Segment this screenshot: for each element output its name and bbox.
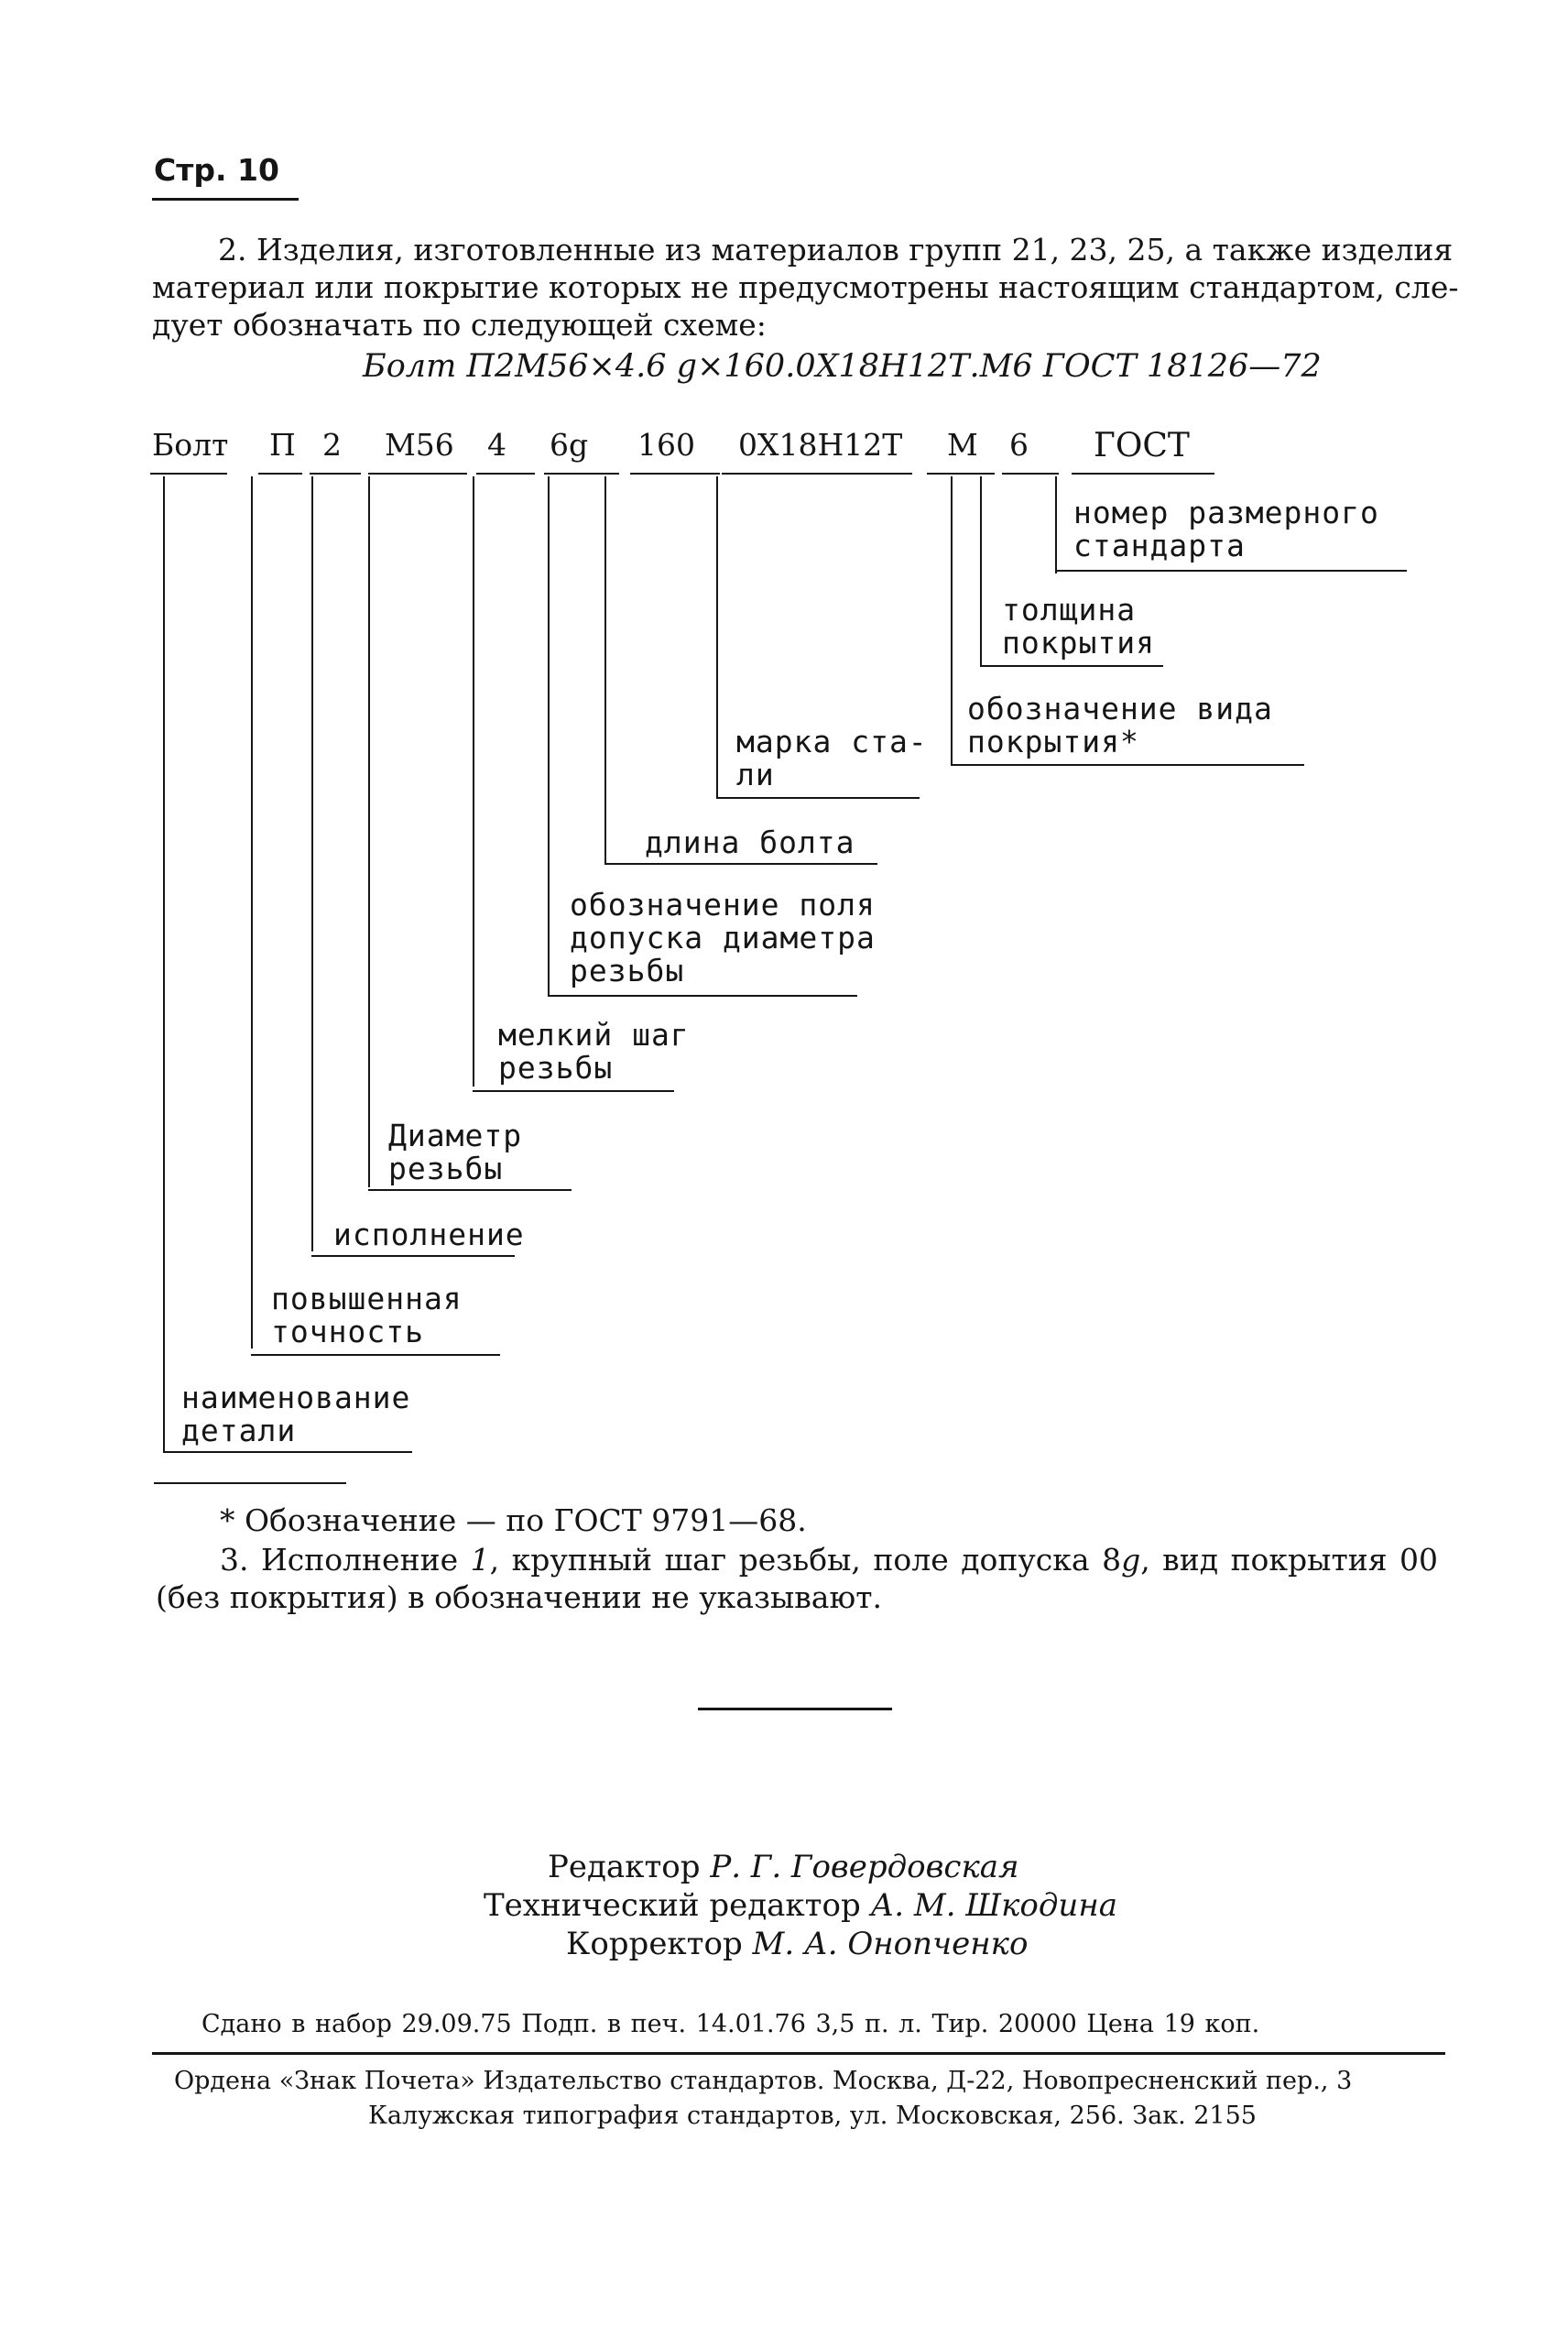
label-underline	[951, 764, 1304, 766]
label-line: стандарта	[1073, 528, 1246, 563]
segment-underline	[476, 473, 535, 475]
paragraph-3-line-2: (без покрытия) в обозначении не указывают.	[156, 1579, 882, 1615]
imprint-separator	[152, 2052, 1445, 2055]
label-underline	[548, 995, 857, 997]
segment-tolerance: 6g	[550, 427, 589, 463]
label-line: резьбы	[570, 953, 685, 988]
credit-editor	[548, 1849, 1019, 1885]
segment-coating-type: М	[947, 427, 978, 463]
footnote-separator	[154, 1482, 346, 1484]
segment-underline	[258, 473, 302, 475]
label-line: толщина	[1002, 592, 1137, 628]
label-underline	[163, 1451, 412, 1453]
paragraph-3-italic: g	[1121, 1542, 1141, 1578]
segment-underline	[310, 473, 361, 475]
label-part-name	[181, 1381, 410, 1447]
credit-proofreader	[566, 1926, 1028, 1962]
imprint-line-2: Ордена «Знак Почета» Издательство стандартов. Москва, Д-22, Новопресненский пер., 3	[174, 2067, 1353, 2095]
label-tolerance-field	[570, 889, 876, 988]
paragraph-3-italic: 1	[470, 1542, 490, 1578]
label-line: исполнение	[333, 1217, 525, 1252]
label-underline	[473, 1090, 674, 1092]
label-version	[333, 1218, 525, 1251]
credit-name: А. М. Шкодина	[870, 1887, 1117, 1924]
label-line: номер размерного	[1073, 495, 1379, 530]
segment-precision: П	[269, 427, 296, 463]
credit-name: М. А. Онопченко	[752, 1926, 1029, 1962]
segment-coating-thickness: 6	[1009, 427, 1029, 463]
label-increased-precision	[271, 1283, 463, 1349]
segment-version: 2	[322, 427, 342, 463]
segment-length: 160	[637, 427, 695, 463]
paragraph-2-line-3: дует обозначать по следующей схеме:	[152, 307, 767, 343]
label-line: детали	[181, 1413, 297, 1448]
imprint-line-3: Калужская типография стандартов, ул. Московская, 256. Зак. 2155	[368, 2102, 1257, 2130]
leader-line	[716, 476, 718, 799]
segment-underline	[630, 473, 720, 475]
label-line: мелкий шаг	[498, 1017, 690, 1053]
paragraph-2-line-1: 2. Изделия, изготовленные из материалов групп 21, 23, 25, а также изделия	[218, 232, 1454, 268]
leader-line	[163, 476, 165, 1451]
segment-underline	[150, 473, 227, 475]
label-line: ли	[736, 757, 775, 792]
label-fine-pitch	[498, 1019, 690, 1085]
segment-underline	[1072, 473, 1214, 475]
leader-line	[251, 476, 253, 1349]
label-coating-thickness	[1002, 594, 1155, 660]
page-number-header: Стр. 10	[154, 152, 279, 188]
paragraph-3	[156, 1541, 1438, 1616]
label-line: обозначение поля	[570, 887, 876, 923]
label-bolt-length	[645, 826, 855, 859]
paragraph-2	[152, 231, 1459, 344]
paragraph-3-line-1	[156, 1541, 1438, 1578]
label-line: Диаметр	[388, 1118, 523, 1153]
segment-bolt: Болт	[152, 427, 229, 463]
leader-line	[980, 476, 982, 667]
label-line: покрытия*	[967, 724, 1139, 759]
credit-technical-editor	[484, 1887, 1117, 1924]
section-separator	[698, 1708, 892, 1710]
paragraph-2-line-2: материал или покрытие которых не предусмотрены настоящим стандартом, сле-	[152, 269, 1459, 305]
leader-line	[311, 476, 313, 1251]
paragraph-3-text: , крупный шаг резьбы, поле допуска 8	[489, 1542, 1122, 1578]
leader-line	[1055, 476, 1057, 573]
label-line: допуска диаметра	[570, 920, 876, 956]
label-underline	[368, 1189, 572, 1191]
label-line: резьбы	[498, 1050, 614, 1086]
segment-pitch: 4	[487, 427, 506, 463]
label-line: наименование	[181, 1380, 411, 1415]
segment-underline	[927, 473, 995, 475]
credit-role: Технический редактор	[484, 1887, 861, 1924]
label-underline	[980, 665, 1163, 667]
paragraph-3-text: 3. Исполнение	[220, 1542, 471, 1578]
credit-role: Корректор	[566, 1926, 743, 1962]
label-coating-type	[967, 693, 1273, 759]
segment-underline	[544, 473, 619, 475]
label-line: длина болта	[645, 824, 855, 860]
label-line: повышенная	[271, 1281, 463, 1316]
label-line: резьбы	[388, 1151, 504, 1186]
footnote: * Обозначение — по ГОСТ 9791—68.	[220, 1502, 807, 1538]
segment-steel-grade: 0Х18Н12Т	[738, 427, 903, 463]
credit-role: Редактор	[548, 1849, 701, 1885]
header-underline	[152, 198, 299, 201]
label-steel-grade	[736, 726, 928, 792]
label-line: точность	[271, 1314, 424, 1349]
label-line: покрытия	[1002, 625, 1155, 661]
segment-underline	[1002, 473, 1059, 475]
paragraph-3-text: , вид покрытия 00	[1140, 1542, 1438, 1578]
segment-standard: ГОСТ	[1094, 427, 1190, 464]
label-line: обозначение вида	[967, 691, 1273, 726]
leader-line	[368, 476, 370, 1187]
label-underline	[311, 1255, 515, 1257]
imprint-line-1: Сдано в набор 29.09.75 Подп. в печ. 14.01.76 3,5 п. л. Тир. 20000 Цена 19 коп.	[201, 2010, 1260, 2038]
label-underline	[604, 863, 877, 865]
label-underline	[1055, 570, 1407, 572]
leader-line	[548, 476, 550, 997]
example-designation: Болт П2М56×4.6 g×160.0Х18Н12Т.М6 ГОСТ 18126—72	[363, 348, 1322, 385]
label-line: марка ста-	[736, 724, 928, 759]
label-underline	[251, 1354, 500, 1356]
leader-line	[951, 476, 953, 766]
leader-line	[604, 476, 606, 865]
credit-name: Р. Г. Говердовская	[710, 1849, 1019, 1885]
segment-underline	[722, 473, 912, 475]
label-standard-number	[1073, 497, 1379, 562]
label-thread-diameter	[388, 1119, 522, 1185]
label-underline	[716, 797, 920, 799]
segment-underline	[368, 473, 467, 475]
leader-line	[473, 476, 474, 1087]
segment-diameter: М56	[385, 427, 454, 463]
